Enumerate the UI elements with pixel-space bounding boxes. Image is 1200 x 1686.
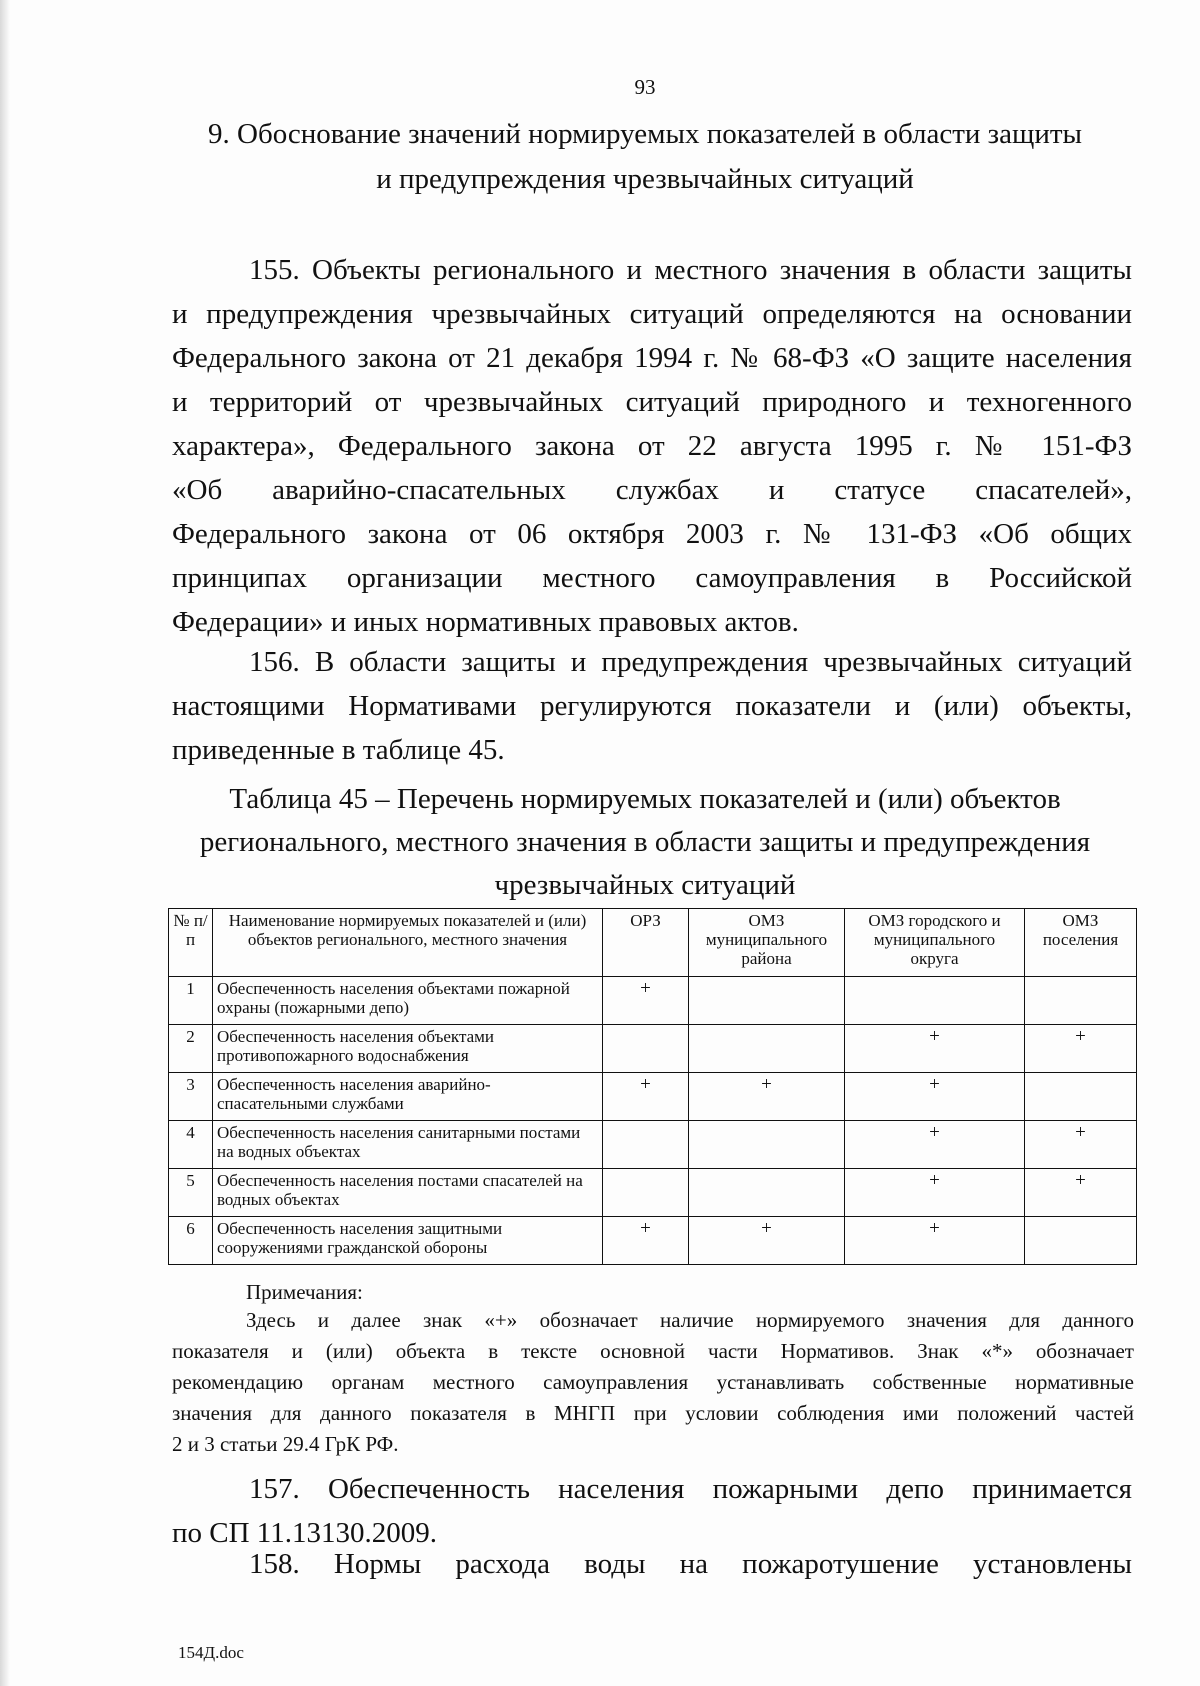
header-num: № п/п [169,909,213,977]
table-row [169,1025,1137,1073]
header-omz-city: ОМЗ городского и муниципального округа [845,909,1025,977]
paragraph-line: и территорий от чрезвычайных ситуаций природного и техногенного [172,386,1132,418]
cell-orz [603,1169,689,1217]
header-orz: ОРЗ [603,909,689,977]
cell-omz-city: + [845,1217,1025,1265]
cell-omz-district [689,1121,845,1169]
paragraph-158 [172,1542,1132,1586]
cell-orz: + [603,1217,689,1265]
cell-omz-settlement: + [1025,1121,1137,1169]
page-number: 93 [634,75,656,99]
table-caption-line: чрезвычайных ситуаций [494,869,796,901]
cell-omz-city: + [845,1025,1025,1073]
cell-omz-district [689,1025,845,1073]
paragraph-line: настоящими Нормативами регулируются показатели и (или) объекты, [172,690,1132,722]
norms-table [168,908,1137,1265]
notes-title: Примечания: [246,1280,363,1304]
table-row [169,1217,1137,1265]
cell-omz-district [689,977,845,1025]
cell-omz-district: + [689,1073,845,1121]
notes-body [172,1305,1134,1460]
paragraph-line: Федерального закона от 21 декабря 1994 г. № 68-ФЗ «О защите населения [172,342,1132,374]
cell-num: 6 [169,1217,213,1265]
cell-omz-city [845,977,1025,1025]
paragraph-line: приведенные в таблице 45. [172,734,505,766]
table-caption [150,778,1140,907]
table-header-row [169,909,1137,977]
cell-name: Обеспеченность населения защитными сооружениями гражданской обороны [213,1217,603,1265]
section-heading-line: 9. Обоснование значений нормируемых показателей в области защиты [208,118,1082,150]
cell-num: 2 [169,1025,213,1073]
cell-num: 1 [169,977,213,1025]
notes-line: значения для данного показателя в МНГП при условии соблюдения ими положений частей [172,1401,1134,1425]
cell-num: 4 [169,1121,213,1169]
table-row [169,1121,1137,1169]
paragraph-line: Федерации» и иных нормативных правовых актов. [172,606,799,638]
cell-orz: + [603,1073,689,1121]
cell-name: Обеспеченность населения объектами пожарной охраны (пожарными депо) [213,977,603,1025]
header-omz-settlement: ОМЗ поселения [1025,909,1137,977]
cell-omz-city: + [845,1073,1025,1121]
header-omz-district: ОМЗ муниципального района [689,909,845,977]
paragraph-line: 155. Объекты регионального и местного значения в области защиты [249,254,1132,286]
paragraph-line: 158. Нормы расхода воды на пожаротушение установлены [249,1548,1132,1580]
cell-omz-settlement [1025,1217,1137,1265]
cell-omz-settlement: + [1025,1025,1137,1073]
section-heading-line: и предупреждения чрезвычайных ситуаций [376,163,914,195]
cell-omz-district [689,1169,845,1217]
notes-line: Здесь и далее знак «+» обозначает наличие нормируемого значения для данного [246,1308,1134,1332]
cell-name: Обеспеченность населения аварийно-спасательными службами [213,1073,603,1121]
paragraph-line: и предупреждения чрезвычайных ситуаций определяются на основании [172,298,1132,330]
table-row [169,1073,1137,1121]
table-row [169,977,1137,1025]
footer-file-name: 154Д.doc [178,1643,244,1662]
cell-num: 5 [169,1169,213,1217]
cell-omz-settlement [1025,1073,1137,1121]
cell-orz [603,1121,689,1169]
section-heading [150,112,1140,202]
paragraph-line: 157. Обеспеченность населения пожарными депо принимается [249,1473,1132,1505]
cell-omz-district: + [689,1217,845,1265]
paragraph-line: характера», Федерального закона от 22 августа 1995 г. № 151-ФЗ [172,430,1132,462]
paragraph-line: 156. В области защиты и предупреждения чрезвычайных ситуаций [249,646,1132,678]
notes-line: рекомендацию органам местного самоуправления устанавливать собственные нормативные [172,1370,1134,1394]
paragraph-line: по СП 11.13130.2009. [172,1517,437,1549]
cell-name: Обеспеченность населения объектами противопожарного водоснабжения [213,1025,603,1073]
table-row [169,1169,1137,1217]
paragraph-line: принципах организации местного самоуправления в Российской [172,562,1132,594]
cell-name: Обеспеченность населения санитарными постами на водных объектах [213,1121,603,1169]
paragraph-155 [172,248,1132,644]
cell-num: 3 [169,1073,213,1121]
scan-edge-shadow [0,0,10,1686]
cell-omz-settlement: + [1025,1169,1137,1217]
paragraph-line: «Об аварийно-спасательных службах и статусе спасателей», [172,474,1132,506]
table-caption-line: Таблица 45 – Перечень нормируемых показателей и (или) объектов [229,783,1061,815]
notes-line: 2 и 3 статьи 29.4 ГрК РФ. [172,1432,399,1456]
paragraph-line: Федерального закона от 06 октября 2003 г. № 131-ФЗ «Об общих [172,518,1132,550]
header-name: Наименование нормируемых показателей и (или) объектов регионального, местного значения [213,909,603,977]
cell-orz [603,1025,689,1073]
cell-omz-city: + [845,1121,1025,1169]
table-caption-line: регионального, местного значения в области защиты и предупреждения [199,826,1091,858]
notes-line: показателя и (или) объекта в тексте основной части Нормативов. Знак «*» обозначает [172,1339,1134,1363]
paragraph-156 [172,640,1132,772]
cell-omz-settlement [1025,977,1137,1025]
cell-name: Обеспеченность населения постами спасателей на водных объектах [213,1169,603,1217]
cell-orz: + [603,977,689,1025]
cell-omz-city: + [845,1169,1025,1217]
